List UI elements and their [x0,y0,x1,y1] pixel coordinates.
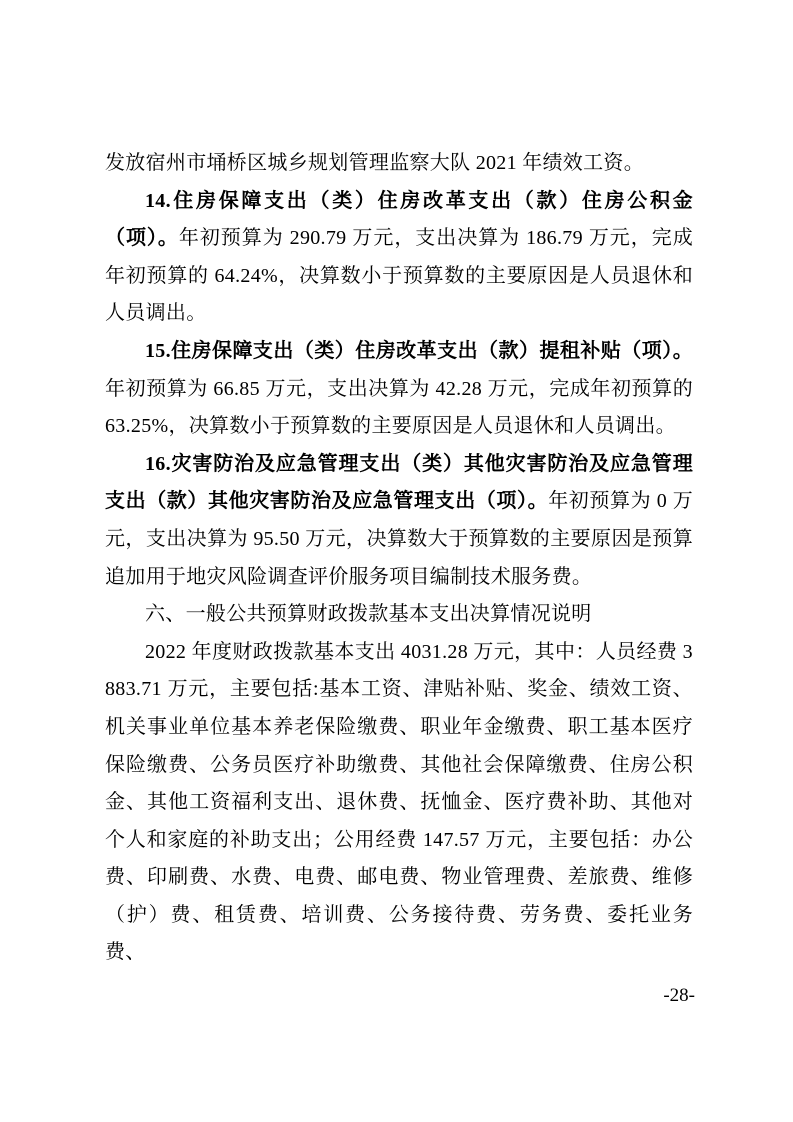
paragraph [105,596,693,634]
paragraph [105,145,693,183]
paragraph [105,446,693,596]
paragraph-heading-text: 16.灾害防治及应急管理支出（类）其他灾害防治及应急管理支出（款）其他灾害防治及应急管理支出（项）。 [105,452,693,513]
document-body [105,145,693,972]
paragraph-heading-text: 14.住房保障支出（类）住房改革支出（款）住房公积金（项）。 [105,189,693,250]
paragraph [105,183,693,333]
paragraph-text: 年初预算为 0 万元，支出决算为 95.50 万元，决算数大于预算数的主要原因是预算追加用于地灾风险调查评价服务项目编制技术服务费。 [105,490,694,588]
paragraph-text: 年初预算为 66.85 万元，支出决算为 42.28 万元，完成年初预算的 63.25%，决算数小于预算数的主要原因是人员退休和人员调出。 [105,377,693,438]
paragraph-text: 年初预算为 290.79 万元，支出决算为 186.79 万元，完成年初预算的 64.24%，决算数小于预算数的主要原因是人员退休和人员调出。 [105,227,693,325]
paragraph-heading-text: 15.住房保障支出（类）住房改革支出（款）提租补贴（项）。 [145,339,693,362]
paragraph-text: 2022 年度财政拨款基本支出 4031.28 万元，其中：人员经费 3883.71 万元，主要包括:基本工资、津贴补贴、奖金、绩效工资、机关事业单位基本养老保险缴费、职业年金缴费、职工基本医疗保险缴费、公务员医疗补助缴费、其他社会保障缴费、住房公积金、其他工资福利支出、退休费、抚恤金、医疗费补助、其他对个人和家庭的补助支出；公用经费 147.57 万元，主要包括：办公费、印刷费、水费、电费、邮电费、物业管理费、差旅费、维修（护）费、租赁费、培训费、公务接待费、劳务费、委托业务费、 [105,640,693,964]
paragraph [105,333,693,446]
paragraph-text: 发放宿州市埇桥区城乡规划管理监察大队 2021 年绩效工资。 [105,152,644,174]
page-number: -28- [663,985,695,1006]
paragraph [105,634,693,972]
paragraph-text: 六、一般公共预算财政拨款基本支出决算情况说明 [145,603,592,626]
